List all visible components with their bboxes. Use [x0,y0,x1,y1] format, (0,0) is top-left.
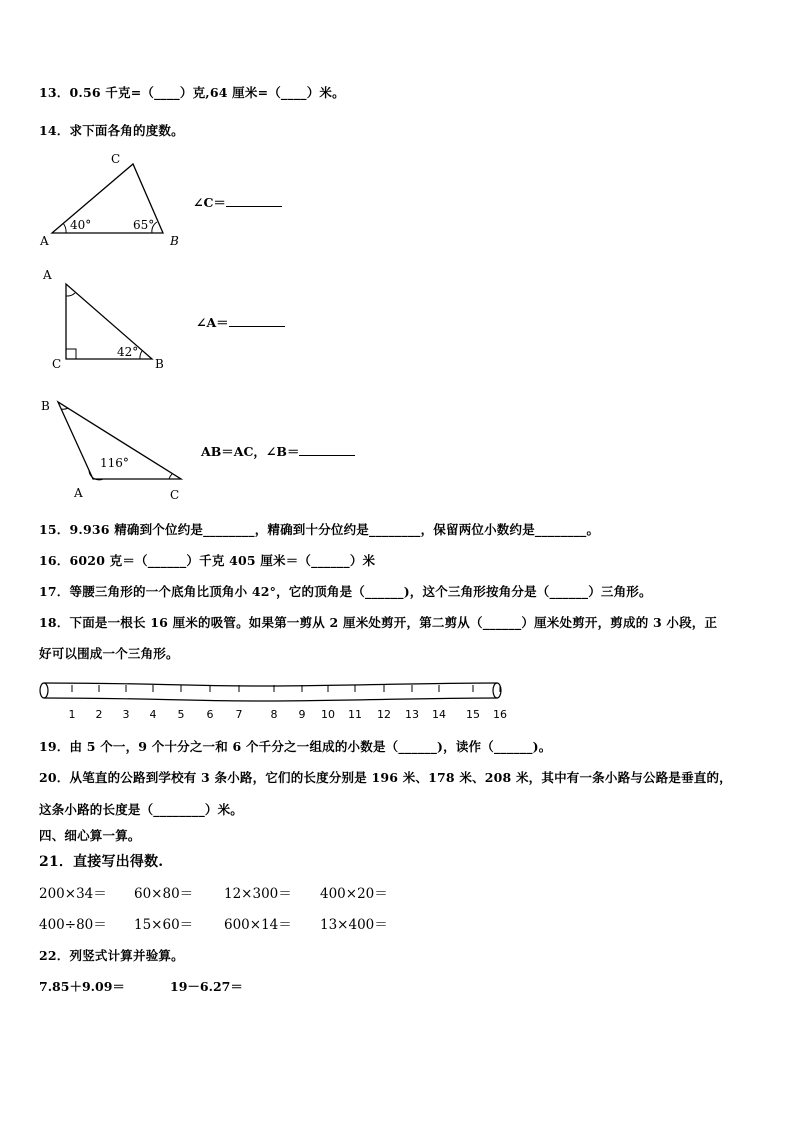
calc-r2-c4: 13×400＝ [320,917,388,933]
question-18-line-1: 18．下面是一根长 16 厘米的吸管。如果第一剪从 2 厘米处剪开，第二剪从（______）厘米处剪开，剪成的 3 小段，正 [39,615,718,630]
tri2-angle-b: 42° [117,345,139,359]
question-14-title: 14．求下面各角的度数。 [39,123,184,138]
tri2-vertex-a: A [43,268,52,282]
calc-r1-c1: 200×34＝ [39,886,107,902]
tri3-answer-blank[interactable] [299,443,355,456]
calc-r2-c3: 600×14＝ [224,917,292,933]
straw-tick-label-5: 5 [177,708,185,721]
tri1-vertex-a: A [40,234,49,248]
tri2-vertex-c: C [52,357,62,371]
tri1-answer [193,193,282,211]
straw-tick-label-13: 13 [405,708,419,721]
question-17: 17．等腰三角形的一个底角比顶角小 42°，它的顶角是（______)，这个三角形按角分是（______）三角形。 [39,584,652,599]
question-22-title: 22．列竖式计算并验算。 [39,948,184,963]
straw-tick-label-15: 15 [466,708,480,721]
question-20-line-1: 20．从笔直的公路到学校有 3 条小路，它们的长度分别是 196 米、178 米、208 米，其中有一条小路与公路是垂直的， [39,770,732,785]
calc-r1-c4: 400×20＝ [320,886,388,902]
question-21-title: 21．直接写出得数. [39,854,164,870]
calc-r2-c2: 15×60＝ [134,917,194,933]
calc-r1-c3: 12×300＝ [224,886,292,902]
tri1-answer-label: ∠C＝ [193,195,226,210]
straw-tick-label-10: 10 [321,708,335,721]
question-20-line-2: 这条小路的长度是（________）米。 [39,802,244,817]
triangle-2 [42,268,164,371]
question-19: 19．由 5 个一，9 个十分之一和 6 个千分之一组成的小数是（______)，读作（______)。 [39,739,552,754]
question-13: 13．0.56 千克=（____）克,64 厘米=（____）米。 [39,85,345,100]
straw-tick-label-11: 11 [348,708,362,721]
question-16: 16．6020 克＝（______）千克 405 厘米＝（______）米 [39,553,376,568]
tri3-vertex-c: C [170,488,180,502]
tri1-vertex-b: B [170,234,179,248]
vertical-calc-1: 7.85＋9.09＝ [39,979,125,994]
tri2-answer-blank[interactable] [229,314,285,327]
straw-tick-label-16: 16 [493,708,507,721]
straw-tick-label-4: 4 [149,708,157,721]
tri1-vertex-c: C [111,152,121,166]
calc-r1-c2: 60×80＝ [134,886,194,902]
question-15: 15．9.936 精确到个位约是________，精确到十分位约是________，保留两位小数约是________。 [39,522,600,537]
straw-tick-label-6: 6 [206,708,214,721]
tri3-answer [201,442,355,460]
straw-tick-label-9: 9 [298,708,306,721]
tri2-vertex-b: B [155,357,164,371]
tri2-answer [196,313,285,331]
tri3-answer-label: AB＝AC，∠B＝ [201,444,300,459]
tri2-answer-label: ∠A＝ [196,315,229,330]
vertical-calc-2: 19－6.27＝ [170,979,243,994]
tri3-vertex-a: A [74,486,83,500]
tri3-angle-a: 116° [100,456,129,470]
tri1-answer-blank[interactable] [226,194,282,207]
straw-tick-label-8: 8 [270,708,278,721]
tri1-angle-b: 65° [133,218,155,232]
straw-tick-label-12: 12 [377,708,391,721]
straw-tick-label-14: 14 [432,708,446,721]
straw-tick-label-7: 7 [235,708,243,721]
question-18-line-2: 好可以围成一个三角形。 [39,646,179,661]
straw-tick-label-2: 2 [95,708,103,721]
straw-ticks [69,685,508,721]
section-4-heading: 四、细心算一算。 [39,828,141,843]
tri3-vertex-b: B [41,399,50,413]
triangle-3 [41,399,181,502]
straw-figure [40,683,507,721]
triangle-1 [39,152,179,248]
straw-tick-label-1: 1 [68,708,76,721]
straw-tick-label-3: 3 [122,708,130,721]
calc-r2-c1: 400÷80＝ [39,917,107,933]
tri1-angle-a: 40° [70,218,92,232]
